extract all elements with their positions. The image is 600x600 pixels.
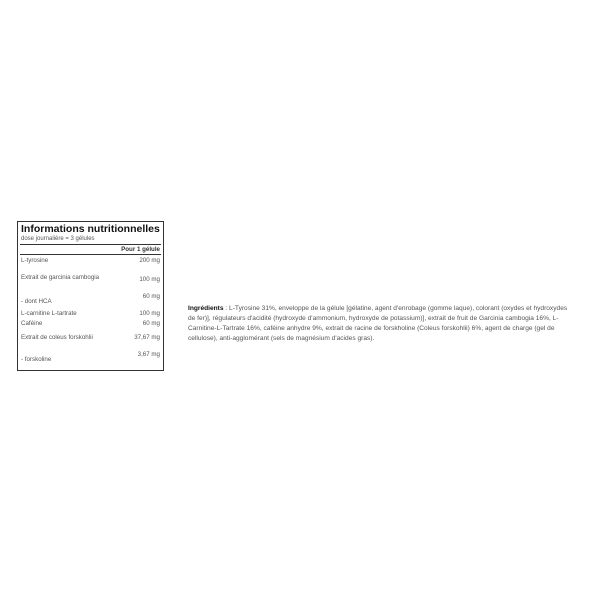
row-name: L-tyrosine: [21, 257, 49, 264]
ingredients-paragraph: [188, 304, 568, 344]
table-row: [20, 318, 161, 328]
ingredients-label: Ingrédients: [188, 305, 224, 312]
nutrition-subtitle: dose journalière = 3 gélules: [21, 236, 95, 242]
row-name: Caféine: [21, 319, 43, 327]
table-row: [20, 255, 161, 266]
row-value: 3,67 mg: [137, 351, 160, 358]
nutrition-facts-table: [17, 221, 164, 371]
row-name: - forskoline: [21, 355, 52, 363]
row-name: - dont HCA: [21, 297, 52, 305]
row-name: Extrait de garcinia cambogia: [21, 274, 100, 281]
table-row: [20, 308, 161, 318]
table-row: [20, 289, 161, 308]
row-value: 60 mg: [142, 319, 160, 327]
row-value: 200 mg: [139, 257, 160, 264]
table-row: [20, 266, 161, 289]
row-value: 100 mg: [139, 275, 160, 283]
table-row: [20, 347, 161, 367]
ingredients-text: : L-Tyrosine 31%, enveloppe de la gélule [gélatine, agent d'enrobage (gomme laque), colorant (oxydes et hydroxydes de fer)], régulateurs d'acidité (hydroxyde d'ammonium, hydroxyde de potassium)], extrait de fruit de Garcinia cambogia 16%, L-Carnitine-L-Tartrate 16%, caféine anhydre 9%, extrait de racine de forskholine (Coleus forskohlii) 6%, agent de charge (gel de cellulose), anti-agglomérant (sels de magnésium d'acides gras).: [188, 305, 568, 342]
row-value: 60 mg: [142, 293, 160, 300]
row-value: 37,67 mg: [134, 334, 160, 341]
row-value: 100 mg: [139, 309, 160, 317]
row-name: Extrait de coleus forskohlii: [21, 334, 93, 341]
row-name: L-carnitine L-tartrate: [21, 309, 77, 317]
table-row: [20, 328, 161, 347]
column-header: Pour 1 gélule: [20, 245, 161, 255]
nutrition-title: Informations nutritionnelles: [21, 223, 160, 235]
